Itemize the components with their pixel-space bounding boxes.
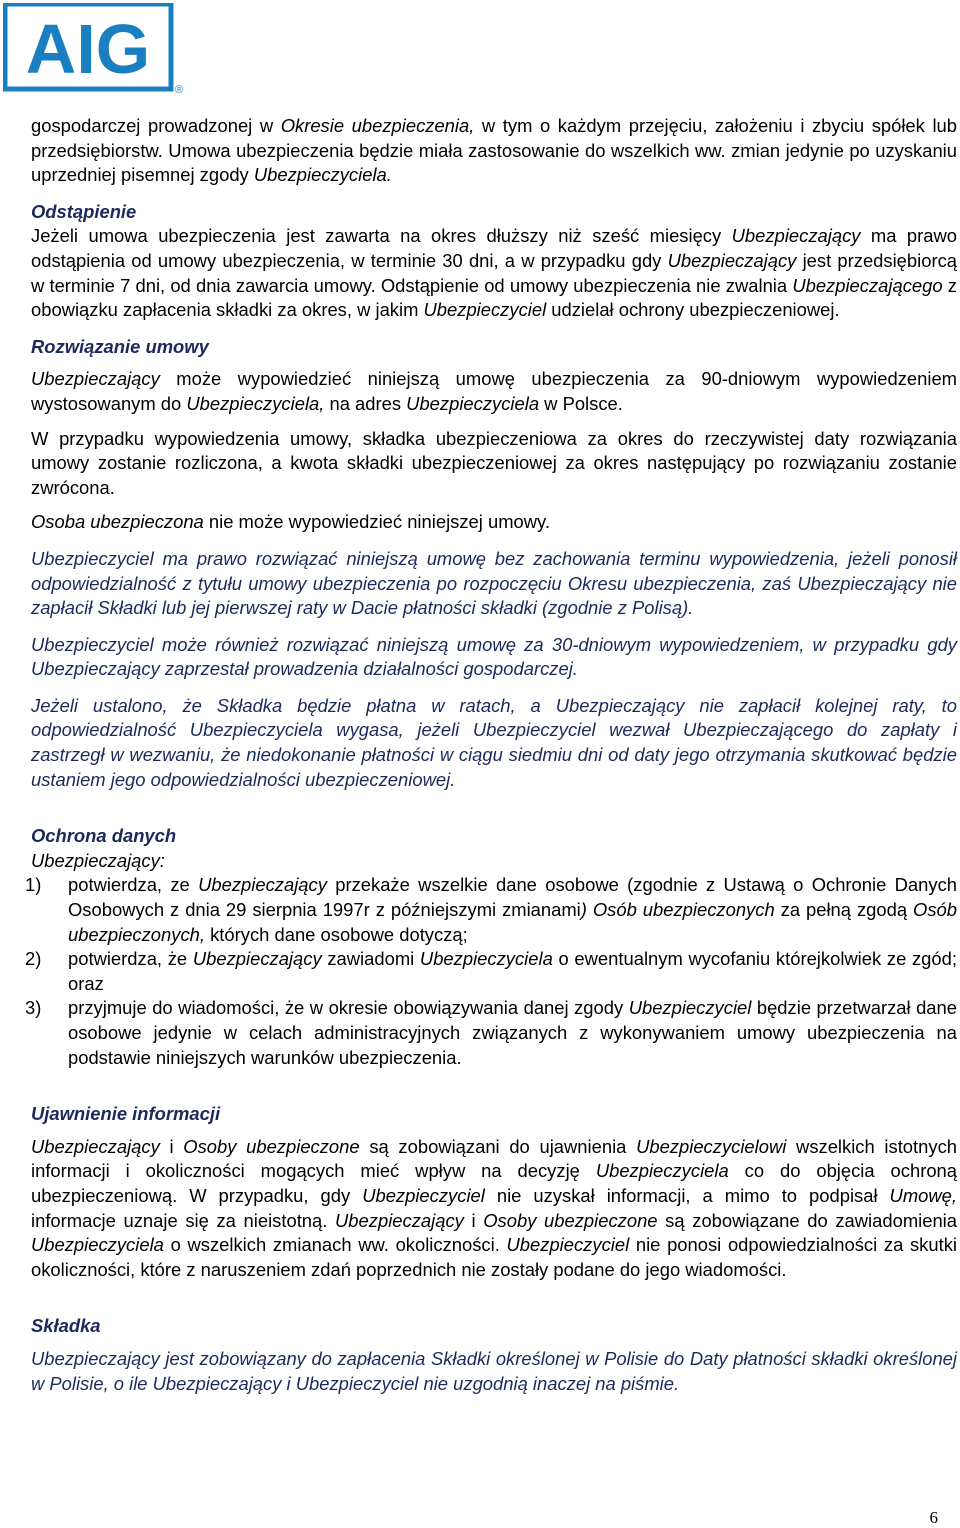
list-item: 3) przyjmuje do wiadomości, że w okresie obowiązywania danej zgody Ubezpieczyciel będzie przetwarzał dane osobowe jedynie w celach administracyjnych związanych z wykonywaniem umowy ubezpieczenia na podstawie niniejszych warunków ubezpieczenia.: [25, 997, 957, 1068]
rozwiazanie-paragraph-2: W przypadku wypowiedzenia umowy, składka ubezpieczeniowa za okres do rzeczywistej daty rozwiązania umowy zostanie rozliczona, a kwota składki ubezpieczeniowej za okres następujący po rozwiązaniu zostanie zwrócona.: [31, 427, 957, 498]
list-item: 2) potwierdza, że Ubezpieczający zawiadomi Ubezpieczyciela o ewentualnym wycofaniu którejkolwiek ze zgód; oraz: [25, 948, 957, 994]
section-heading-rozwiazanie: Rozwiązanie umowy: [31, 335, 209, 357]
section-heading-ochrona: Ochrona danych: [31, 825, 177, 847]
section-heading-ujawnienie: Ujawnienie informacji: [31, 1103, 221, 1125]
svg-text:®: ®: [175, 84, 184, 95]
rozwiazanie-paragraph-3: Osoba ubezpieczona nie może wypowiedzieć niniejszej umowy.: [31, 511, 550, 533]
svg-text:AIG: AIG: [25, 10, 151, 88]
rozwiazanie-paragraph-6: Jeżeli ustalono, że Składka będzie płatna w ratach, a Ubezpieczający nie zapłacił kolejnej raty, to odpowiedzialność Ubezpieczyciela wygasa, jeżeli Ubezpieczyciel wezwał Ubezpieczającego do zapłaty i zastrzegł w wezwaniu, że niedokonanie płatności w ciągu siedmiu dni od daty jego otrzymania skutkować będzie ustaniem jego odpowiedzialności ubezpieczeniowej.: [31, 694, 957, 790]
ujawnienie-paragraph: Ubezpieczający i Osoby ubezpieczone są zobowiązani do ujawnienia Ubezpieczycielowi wszelkich istotnych informacji i okoliczności mogących mieć wpływ na decyzję Ubezpieczyciela co do objęcia ochroną ubezpieczeniową. W przypadku, gdy Ubezpieczyciel nie uzyskał informacji, a mimo to podpisał Umowę, informacje uznaje się za nieistotną. Ubezpieczający i Osoby ubezpieczone są zobowiązane do zawiadomienia Ubezpieczyciela o wszelkich zmianach ww. okoliczności. Ubezpieczyciel nie ponosi odpowiedzialności za skutki okoliczności, które z naruszeniem zdań poprzednich nie zostały podane do jego wiadomości.: [31, 1135, 957, 1280]
rozwiazanie-paragraph-4: Ubezpieczyciel ma prawo rozwiązać niniejszą umowę bez zachowania terminu wypowiedzenia, jeżeli ponosił odpowiedzialność z tytułu umowy ubezpieczenia po rozpoczęciu Okresu ubezpieczenia, zaś Ubezpieczający nie zapłacił Składki lub jej pierwszej raty w Dacie płatności składki (zgodnie z Polisą).: [31, 547, 957, 619]
rozwiazanie-paragraph-1: Ubezpieczający może wypowiedzieć niniejszą umowę ubezpieczenia za 90-dniowym wypowiedzeniem wystosowanym do Ubezpieczyciela, na adres Ubezpieczyciela w Polsce.: [31, 368, 957, 414]
list-item: 1) potwierdza, ze Ubezpieczający przekaże wszelkie dane osobowe (zgodnie z Ustawą o Ochronie Danych Osobowych z dnia 29 sierpnia 1997r z późniejszymi zmianami) Osób ubezpieczonych za pełną zgodą Osób ubezpieczonych, których dane osobowe dotyczą;: [25, 874, 958, 945]
section-heading-skladka: Składka: [31, 1315, 101, 1337]
odstapienie-paragraph: Jeżeli umowa ubezpieczenia jest zawarta na okres dłuższy niż sześć miesięcy Ubezpieczający ma prawo odstąpienia od umowy ubezpieczenia, w terminie 30 dni, a w przypadku gdy Ubezpieczający jest przedsiębiorcą w terminie 7 dni, od dnia zawarcia umowy. Odstąpienie od umowy ubezpieczenia nie zwalnia Ubezpieczającego z obowiązku zapłacenia składki za okres, w jakim Ubezpieczyciel udzielał ochrony ubezpieczeniowej.: [31, 225, 958, 321]
ochrona-lead: Ubezpieczający:: [31, 849, 165, 871]
rozwiazanie-paragraph-5: Ubezpieczyciel może również rozwiązać niniejszą umowę za 30-dniowym wypowiedzeniem, w przypadku gdy Ubezpieczający zaprzestał prowadzenia działalności gospodarczej.: [31, 633, 957, 680]
ochrona-list: [25, 873, 958, 1070]
page-number: 6: [929, 1508, 938, 1527]
skladka-paragraph: Ubezpieczający jest zobowiązany do zapłacenia Składki określonej w Polisie do Daty płatności składki określonej w Polisie, o ile Ubezpieczający i Ubezpieczyciel nie uzgodnią inaczej na piśmie.: [31, 1347, 957, 1394]
document-body: [25, 114, 958, 1396]
section-heading-odstapienie: Odstąpienie: [31, 200, 137, 222]
intro-paragraph: gospodarczej prowadzonej w Okresie ubezpieczenia, w tym o każdym przejęciu, założeniu i zbyciu spółek lub przedsiębiorstw. Umowa ubezpieczenia będzie miała zastosowanie do wszelkich ww. zmian jedynie po uzyskaniu uprzedniej pisemnej zgody Ubezpieczyciela.: [31, 115, 957, 186]
aig-logo: [3, 3, 185, 95]
